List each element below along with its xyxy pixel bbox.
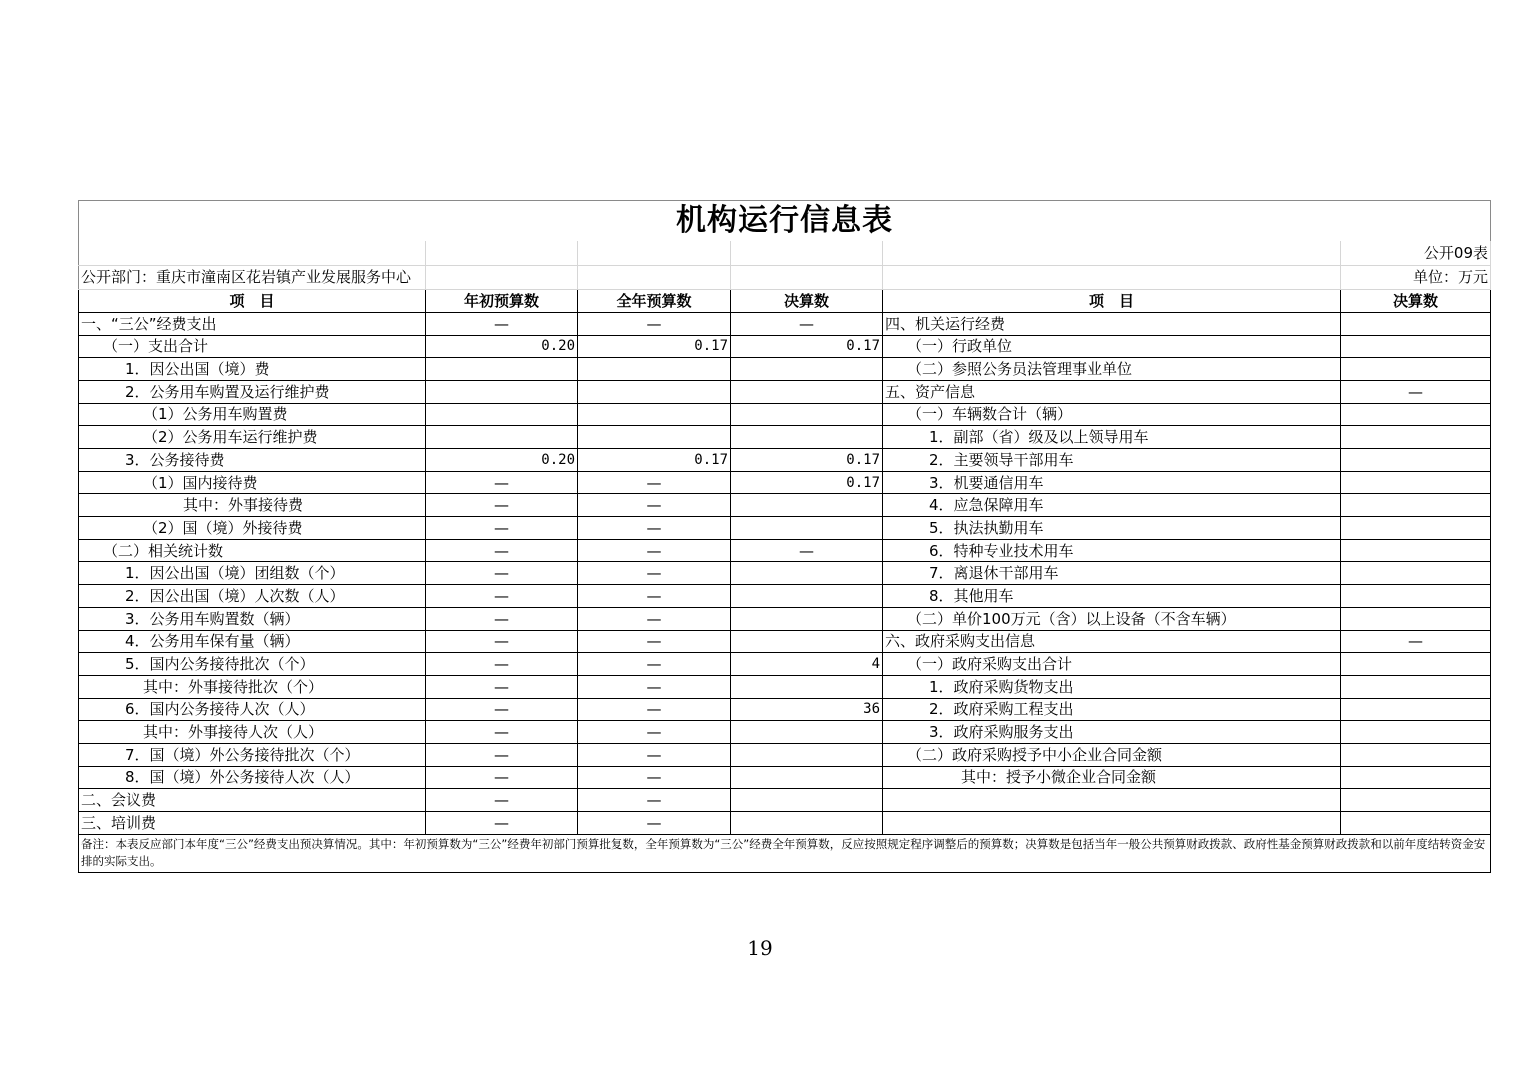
right-item-label: 3．机要通信用车 [883, 471, 1341, 494]
left-item-label: 1．因公出国（境）团组数（个） [79, 562, 426, 585]
initial-budget-value [426, 358, 578, 381]
right-item-label: （二）单价100万元（含）以上设备（不含车辆） [883, 607, 1341, 630]
initial-budget-value: — [426, 607, 578, 630]
right-item-label [883, 812, 1341, 835]
annual-budget-value: 0.17 [578, 449, 731, 472]
table-note: 备注：本表反应部门本年度“三公”经费支出预决算情况。其中：年初预算数为“三公”经费年初部门预算批复数，全年预算数为“三公”经费全年预算数，反应按照规定程序调整后的预算数；决算数是包括当年一般公共预算财政拨款、政府性基金预算财政拨款和以前年度结转资金安排的实际支出。 [79, 834, 1491, 872]
initial-budget-value: — [426, 312, 578, 335]
initial-budget-value [426, 403, 578, 426]
initial-budget-value: — [426, 562, 578, 585]
final-account-value [731, 607, 883, 630]
right-final-account-value [1341, 449, 1491, 472]
table-row [79, 471, 1491, 494]
final-account-value: 4 [731, 653, 883, 676]
initial-budget-value: — [426, 471, 578, 494]
right-item-label: 2．政府采购工程支出 [883, 698, 1341, 721]
header-initial-budget: 年初预算数 [426, 290, 578, 313]
left-item-label: （1）公务用车购置费 [79, 403, 426, 426]
header-final-right: 决算数 [1341, 290, 1491, 313]
left-item-label: 一、“三公”经费支出 [79, 312, 426, 335]
initial-budget-value: 0.20 [426, 449, 578, 472]
annual-budget-value: — [578, 675, 731, 698]
left-item-label: （一）支出合计 [79, 335, 426, 358]
table-row [79, 517, 1491, 540]
table-row [79, 449, 1491, 472]
annual-budget-value: 0.17 [578, 335, 731, 358]
table-row [79, 562, 1491, 585]
left-item-label: 8．国（境）外公务接待人次（人） [79, 766, 426, 789]
table-row [79, 630, 1491, 653]
table-row [79, 358, 1491, 381]
final-account-value [731, 517, 883, 540]
final-account-value: — [731, 312, 883, 335]
initial-budget-value: — [426, 766, 578, 789]
table-row [79, 607, 1491, 630]
right-final-account-value [1341, 539, 1491, 562]
table-row [79, 743, 1491, 766]
annual-budget-value: — [578, 653, 731, 676]
header-final-left: 决算数 [731, 290, 883, 313]
table-row [79, 812, 1491, 835]
annual-budget-value: — [578, 607, 731, 630]
right-item-label: 四、机关运行经费 [883, 312, 1341, 335]
final-account-value [731, 426, 883, 449]
left-item-label: （2）国（境）外接待费 [79, 517, 426, 540]
annual-budget-value [578, 380, 731, 403]
right-final-account-value: — [1341, 630, 1491, 653]
initial-budget-value: — [426, 585, 578, 608]
table-row [79, 721, 1491, 744]
table-code: 公开09表 [1341, 241, 1491, 265]
right-final-account-value [1341, 562, 1491, 585]
right-item-label: 其中：授予小微企业合同金额 [883, 766, 1341, 789]
right-final-account-value [1341, 471, 1491, 494]
right-item-label: 1．副部（省）级及以上领导用车 [883, 426, 1341, 449]
table-row [79, 539, 1491, 562]
left-item-label: （1）国内接待费 [79, 471, 426, 494]
annual-budget-value: — [578, 698, 731, 721]
right-item-label: 1．政府采购货物支出 [883, 675, 1341, 698]
initial-budget-value [426, 380, 578, 403]
left-item-label: （二）相关统计数 [79, 539, 426, 562]
header-item-right: 项 目 [883, 290, 1341, 313]
header-item-left: 项 目 [79, 290, 426, 313]
initial-budget-value: 0.20 [426, 335, 578, 358]
left-item-label: 1．因公出国（境）费 [79, 358, 426, 381]
final-account-value [731, 358, 883, 381]
left-item-label: 二、会议费 [79, 789, 426, 812]
final-account-value [731, 766, 883, 789]
final-account-value [731, 789, 883, 812]
left-item-label: 其中：外事接待人次（人） [79, 721, 426, 744]
initial-budget-value: — [426, 812, 578, 835]
right-final-account-value [1341, 766, 1491, 789]
right-final-account-value [1341, 494, 1491, 517]
initial-budget-value: — [426, 743, 578, 766]
right-final-account-value [1341, 698, 1491, 721]
annual-budget-value: — [578, 766, 731, 789]
initial-budget-value: — [426, 494, 578, 517]
final-account-value [731, 562, 883, 585]
right-item-label: 五、资产信息 [883, 380, 1341, 403]
table-row [79, 335, 1491, 358]
table-row [79, 766, 1491, 789]
right-final-account-value [1341, 607, 1491, 630]
unit-label: 单位：万元 [1341, 265, 1491, 290]
right-item-label: （一）车辆数合计（辆） [883, 403, 1341, 426]
left-item-label: 3．公务用车购置数（辆） [79, 607, 426, 630]
final-account-value [731, 630, 883, 653]
final-account-value [731, 812, 883, 835]
annual-budget-value: — [578, 743, 731, 766]
right-item-label: （二）参照公务员法管理事业单位 [883, 358, 1341, 381]
left-item-label: 5．国内公务接待批次（个） [79, 653, 426, 676]
right-item-label: 6．特种专业技术用车 [883, 539, 1341, 562]
page-number: 19 [747, 936, 773, 960]
annual-budget-value: — [578, 517, 731, 540]
final-account-value: 0.17 [731, 335, 883, 358]
left-item-label: 3．公务接待费 [79, 449, 426, 472]
initial-budget-value: — [426, 630, 578, 653]
annual-budget-value: — [578, 721, 731, 744]
right-item-label [883, 789, 1341, 812]
left-item-label: （2）公务用车运行维护费 [79, 426, 426, 449]
annual-budget-value: — [578, 812, 731, 835]
annual-budget-value: — [578, 789, 731, 812]
right-final-account-value: — [1341, 380, 1491, 403]
final-account-value: — [731, 539, 883, 562]
header-annual-budget: 全年预算数 [578, 290, 731, 313]
left-item-label: 其中：外事接待批次（个） [79, 675, 426, 698]
left-item-label: 2．公务用车购置及运行维护费 [79, 380, 426, 403]
annual-budget-value: — [578, 562, 731, 585]
table-row [79, 426, 1491, 449]
initial-budget-value [426, 426, 578, 449]
annual-budget-value: — [578, 471, 731, 494]
right-final-account-value [1341, 812, 1491, 835]
right-final-account-value [1341, 585, 1491, 608]
right-final-account-value [1341, 675, 1491, 698]
right-item-label: 7．离退休干部用车 [883, 562, 1341, 585]
initial-budget-value: — [426, 539, 578, 562]
initial-budget-value: — [426, 789, 578, 812]
final-account-value [731, 585, 883, 608]
right-item-label: （二）政府采购授予中小企业合同金额 [883, 743, 1341, 766]
right-item-label: （一）政府采购支出合计 [883, 653, 1341, 676]
right-final-account-value [1341, 426, 1491, 449]
table-row [79, 585, 1491, 608]
right-final-account-value [1341, 312, 1491, 335]
institution-operation-info-table [78, 200, 1491, 873]
initial-budget-value: — [426, 675, 578, 698]
right-final-account-value [1341, 653, 1491, 676]
left-item-label: 4．公务用车保有量（辆） [79, 630, 426, 653]
left-item-label: 2．因公出国（境）人次数（人） [79, 585, 426, 608]
table-row [79, 380, 1491, 403]
table-title: 机构运行信息表 [676, 203, 893, 238]
right-item-label: 六、政府采购支出信息 [883, 630, 1341, 653]
left-item-label: 其中：外事接待费 [79, 494, 426, 517]
final-account-value: 0.17 [731, 471, 883, 494]
annual-budget-value: — [578, 494, 731, 517]
final-account-value [731, 675, 883, 698]
annual-budget-value [578, 426, 731, 449]
right-final-account-value [1341, 743, 1491, 766]
initial-budget-value: — [426, 721, 578, 744]
table-row [79, 494, 1491, 517]
table-row [79, 403, 1491, 426]
right-final-account-value [1341, 403, 1491, 426]
final-account-value [731, 403, 883, 426]
table-row [79, 675, 1491, 698]
table-row [79, 698, 1491, 721]
final-account-value [731, 721, 883, 744]
right-item-label: 2．主要领导干部用车 [883, 449, 1341, 472]
table-row [79, 312, 1491, 335]
annual-budget-value [578, 403, 731, 426]
initial-budget-value: — [426, 517, 578, 540]
annual-budget-value: — [578, 630, 731, 653]
right-final-account-value [1341, 721, 1491, 744]
left-item-label: 6．国内公务接待人次（人） [79, 698, 426, 721]
final-account-value [731, 380, 883, 403]
left-item-label: 三、培训费 [79, 812, 426, 835]
right-item-label: 5．执法执勤用车 [883, 517, 1341, 540]
final-account-value: 36 [731, 698, 883, 721]
right-item-label: （一）行政单位 [883, 335, 1341, 358]
final-account-value [731, 494, 883, 517]
right-item-label: 4．应急保障用车 [883, 494, 1341, 517]
right-item-label: 3．政府采购服务支出 [883, 721, 1341, 744]
table-row [79, 653, 1491, 676]
right-final-account-value [1341, 358, 1491, 381]
initial-budget-value: — [426, 698, 578, 721]
left-item-label: 7．国（境）外公务接待批次（个） [79, 743, 426, 766]
table-row [79, 789, 1491, 812]
annual-budget-value [578, 358, 731, 381]
annual-budget-value: — [578, 539, 731, 562]
final-account-value: 0.17 [731, 449, 883, 472]
department-label: 公开部门：重庆市潼南区花岩镇产业发展服务中心 [79, 265, 426, 290]
right-final-account-value [1341, 789, 1491, 812]
annual-budget-value: — [578, 312, 731, 335]
final-account-value [731, 743, 883, 766]
right-final-account-value [1341, 335, 1491, 358]
annual-budget-value: — [578, 585, 731, 608]
initial-budget-value: — [426, 653, 578, 676]
right-item-label: 8．其他用车 [883, 585, 1341, 608]
right-final-account-value [1341, 517, 1491, 540]
